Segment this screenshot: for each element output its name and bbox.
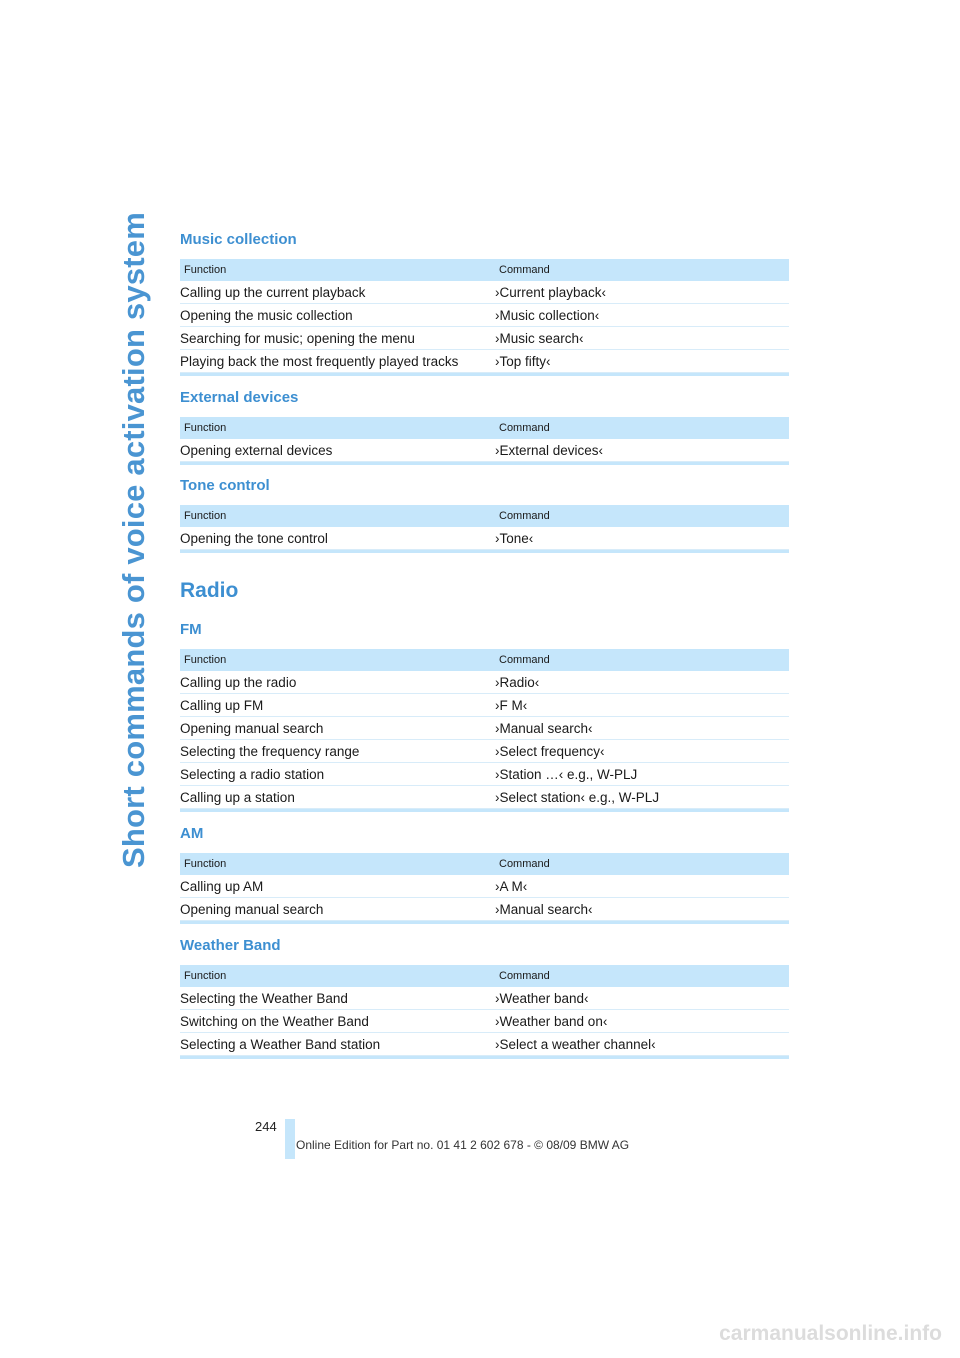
command-cell: ›Current playback‹ bbox=[495, 284, 607, 300]
header-command: Command bbox=[499, 654, 550, 666]
function-cell: Calling up the radio bbox=[180, 674, 297, 690]
table-end-rule bbox=[180, 1056, 789, 1059]
table-header bbox=[180, 505, 789, 527]
header-command: Command bbox=[499, 858, 550, 870]
command-cell: ›Select a weather channel‹ bbox=[495, 1036, 656, 1052]
command-cell: ›Music search‹ bbox=[495, 330, 584, 346]
table-end-rule bbox=[180, 809, 789, 812]
table-row bbox=[180, 694, 789, 717]
table-row bbox=[180, 786, 789, 809]
header-command: Command bbox=[499, 510, 550, 522]
header-function: Function bbox=[184, 264, 227, 276]
command-cell: ›Select station‹ e.g., W-PLJ bbox=[495, 789, 660, 805]
table-row bbox=[180, 898, 789, 921]
table-row bbox=[180, 875, 789, 898]
table-row bbox=[180, 439, 789, 462]
function-cell: Switching on the Weather Band bbox=[180, 1013, 369, 1029]
function-cell: Opening the tone control bbox=[180, 530, 328, 546]
table-row bbox=[180, 281, 789, 304]
table-fm bbox=[180, 649, 789, 812]
command-cell: ›Weather band‹ bbox=[495, 990, 589, 1006]
watermark: carmanualsonline.info bbox=[719, 1322, 942, 1345]
function-cell: Opening manual search bbox=[180, 901, 324, 917]
function-cell: Playing back the most frequently played tracks bbox=[180, 353, 459, 369]
section-title-weather: Weather Band bbox=[180, 937, 281, 954]
section-title-external: External devices bbox=[180, 389, 299, 406]
sidebar-chapter-title bbox=[110, 212, 158, 868]
function-cell: Selecting the Weather Band bbox=[180, 990, 348, 1006]
section-title-music: Music collection bbox=[180, 231, 297, 248]
table-header bbox=[180, 649, 789, 671]
function-cell: Calling up a station bbox=[180, 789, 295, 805]
table-row bbox=[180, 1010, 789, 1033]
header-function: Function bbox=[184, 422, 227, 434]
command-cell: ›Top fifty‹ bbox=[495, 353, 551, 369]
table-row bbox=[180, 304, 789, 327]
page-number: 244 bbox=[255, 1119, 277, 1134]
function-cell: Opening manual search bbox=[180, 720, 324, 736]
table-row bbox=[180, 350, 789, 373]
table-end-rule bbox=[180, 373, 789, 376]
table-tone bbox=[180, 505, 789, 553]
command-cell: ›A M‹ bbox=[495, 878, 528, 894]
function-cell: Selecting a radio station bbox=[180, 766, 325, 782]
command-cell: ›Manual search‹ bbox=[495, 720, 593, 736]
table-external bbox=[180, 417, 789, 465]
table-music bbox=[180, 259, 789, 376]
command-cell: ›Manual search‹ bbox=[495, 901, 593, 917]
command-cell: ›Select frequency‹ bbox=[495, 743, 605, 759]
table-header bbox=[180, 853, 789, 875]
command-cell: ›F M‹ bbox=[495, 697, 528, 713]
chapter-heading-radio: Radio bbox=[180, 579, 239, 602]
command-cell: ›Radio‹ bbox=[495, 674, 540, 690]
table-weather bbox=[180, 965, 789, 1059]
table-row bbox=[180, 763, 789, 786]
command-cell: ›Station …‹ e.g., W-PLJ bbox=[495, 766, 638, 782]
table-end-rule bbox=[180, 550, 789, 553]
command-cell: ›Music collection‹ bbox=[495, 307, 600, 323]
function-cell: Opening external devices bbox=[180, 442, 333, 458]
function-cell: Searching for music; opening the menu bbox=[180, 330, 415, 346]
function-cell: Calling up AM bbox=[180, 878, 264, 894]
header-function: Function bbox=[184, 510, 227, 522]
function-cell: Opening the music collection bbox=[180, 307, 353, 323]
header-command: Command bbox=[499, 422, 550, 434]
table-row bbox=[180, 740, 789, 763]
sidebar-chapter-title-text: Short commands of voice activation system bbox=[116, 212, 152, 868]
footer-edition-text: Online Edition for Part no. 01 41 2 602 678 - © 08/09 BMW AG bbox=[296, 1138, 630, 1152]
footer-accent-bar bbox=[285, 1119, 295, 1159]
function-cell: Selecting the frequency range bbox=[180, 743, 360, 759]
section-title-am: AM bbox=[180, 825, 204, 842]
table-end-rule bbox=[180, 921, 789, 924]
header-command: Command bbox=[499, 970, 550, 982]
header-function: Function bbox=[184, 970, 227, 982]
header-function: Function bbox=[184, 654, 227, 666]
command-cell: ›Tone‹ bbox=[495, 530, 534, 546]
function-cell: Calling up FM bbox=[180, 697, 264, 713]
table-header bbox=[180, 417, 789, 439]
table-header bbox=[180, 965, 789, 987]
table-row bbox=[180, 717, 789, 740]
command-cell: ›Weather band on‹ bbox=[495, 1013, 608, 1029]
function-cell: Selecting a Weather Band station bbox=[180, 1036, 381, 1052]
table-header bbox=[180, 259, 789, 281]
table-row bbox=[180, 1033, 789, 1056]
table-am bbox=[180, 853, 789, 924]
table-row bbox=[180, 671, 789, 694]
section-title-tone: Tone control bbox=[180, 477, 270, 494]
table-row bbox=[180, 987, 789, 1010]
table-end-rule bbox=[180, 462, 789, 465]
command-cell: ›External devices‹ bbox=[495, 442, 604, 458]
function-cell: Calling up the current playback bbox=[180, 284, 366, 300]
section-title-fm: FM bbox=[180, 621, 202, 638]
table-row bbox=[180, 527, 789, 550]
header-command: Command bbox=[499, 264, 550, 276]
table-row bbox=[180, 327, 789, 350]
header-function: Function bbox=[184, 858, 227, 870]
